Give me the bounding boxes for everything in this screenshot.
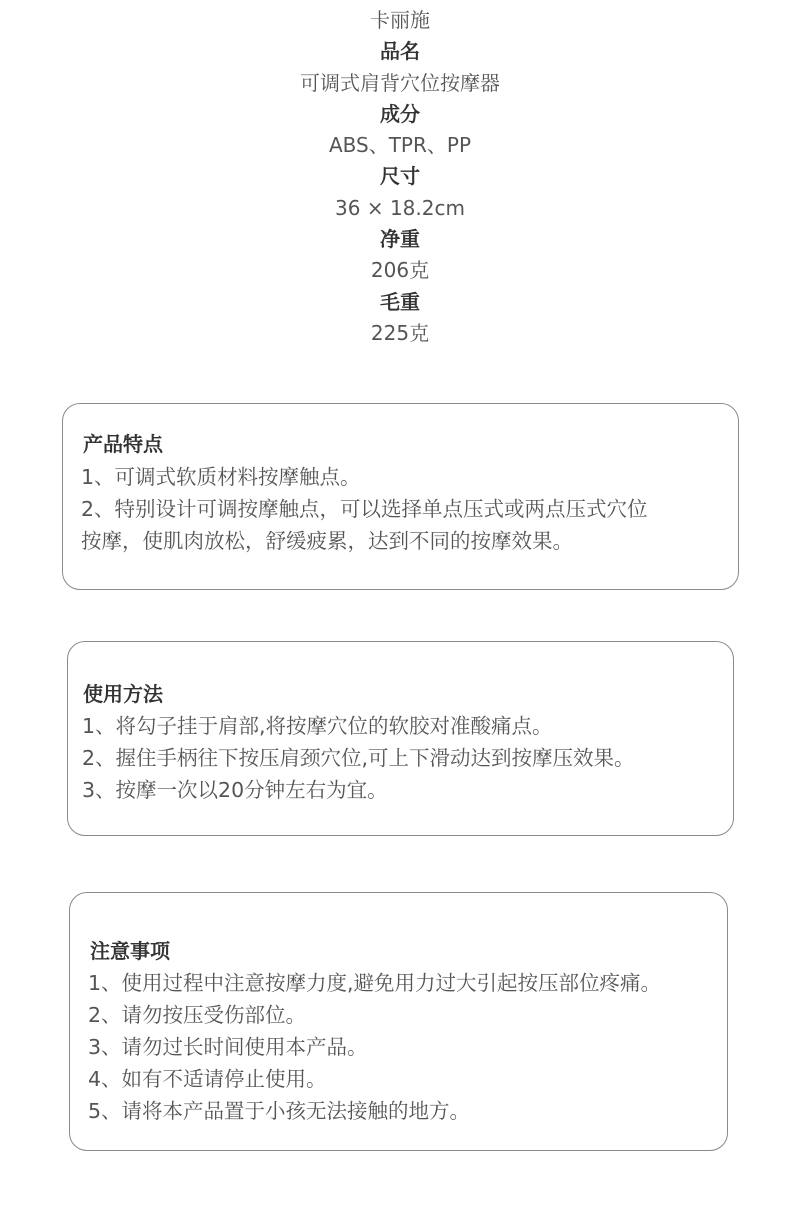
notes-line: 1、使用过程中注意按摩力度,避免用力过大引起按压部位疼痛。 <box>88 971 662 995</box>
notes-title: 注意事项 <box>90 939 170 963</box>
material-label: 成分 <box>380 101 420 126</box>
features-line: 2、特别设计可调按摩触点，可以选择单点压式或两点压式穴位 <box>81 497 648 521</box>
notes-line: 4、如有不适请停止使用。 <box>88 1067 327 1091</box>
usage-title: 使用方法 <box>83 682 163 706</box>
brand-name: 卡丽施 <box>370 8 430 32</box>
net-weight-value: 206克 <box>370 258 430 283</box>
net-weight-label: 净重 <box>380 227 420 252</box>
usage-line: 1、将勾子挂于肩部,将按摩穴位的软胶对准酸痛点。 <box>82 714 553 738</box>
size-value: 36 × 18.2cm <box>335 195 465 220</box>
features-line: 按摩，使肌肉放松，舒缓疲累，达到不同的按摩效果。 <box>81 529 573 553</box>
features-line: 1、可调式软质材料按摩触点。 <box>81 465 361 489</box>
features-title: 产品特点 <box>83 432 163 456</box>
gross-weight-label: 毛重 <box>380 289 420 314</box>
product-name-label: 品名 <box>380 39 420 64</box>
features-card <box>62 403 739 590</box>
gross-weight-value: 225克 <box>370 320 430 345</box>
notes-line: 2、请勿按压受伤部位。 <box>88 1003 307 1027</box>
notes-line: 5、请将本产品置于小孩无法接触的地方。 <box>88 1099 471 1123</box>
usage-line: 3、按摩一次以20分钟左右为宜。 <box>82 778 388 802</box>
product-name-value: 可调式肩背穴位按摩器 <box>300 70 500 95</box>
notes-line: 3、请勿过长时间使用本产品。 <box>88 1035 368 1059</box>
notes-card <box>69 892 728 1151</box>
product-specs <box>0 5 800 349</box>
usage-card <box>67 641 734 836</box>
size-label: 尺寸 <box>380 164 420 189</box>
material-value: ABS、TPR、PP <box>328 133 472 158</box>
usage-line: 2、握住手柄往下按压肩颈穴位,可上下滑动达到按摩压效果。 <box>82 746 635 770</box>
